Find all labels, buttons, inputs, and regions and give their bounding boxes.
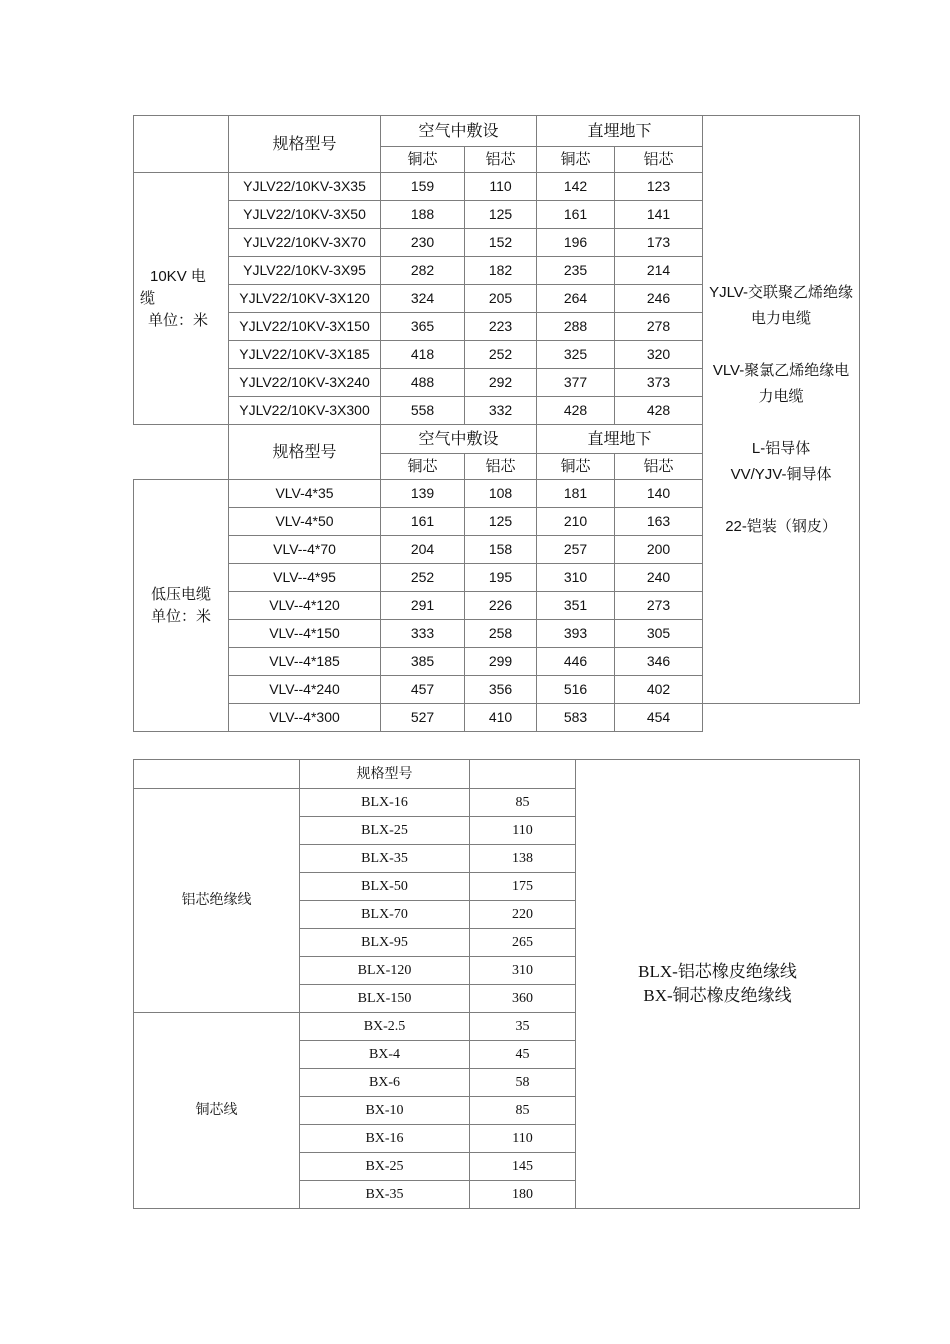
air-copper-value: 230	[381, 229, 465, 257]
air-copper-value: 418	[381, 341, 465, 369]
wire-spec: BLX-25	[300, 817, 470, 845]
air-copper-value: 159	[381, 173, 465, 201]
air-copper-value: 333	[381, 620, 465, 648]
value-header	[470, 760, 576, 789]
note-l: L-铝导体	[751, 439, 811, 457]
ground-copper-value: 210	[537, 508, 615, 536]
hv-cable-group-label	[134, 173, 229, 425]
ground-header: 直埋地下	[537, 116, 703, 147]
blank-cell	[134, 425, 229, 480]
air-aluminum-value: 108	[465, 480, 537, 508]
lv-cable-group-label	[134, 480, 229, 732]
al-group-label: 铝芯绝缘线	[134, 789, 300, 1013]
spec-header: 规格型号	[229, 116, 381, 173]
ground-aluminum-value: 200	[615, 536, 703, 564]
cable-spec: VLV-4*35	[229, 480, 381, 508]
air-aluminum-value: 152	[465, 229, 537, 257]
ground-copper-value: 142	[537, 173, 615, 201]
ground-aluminum-value: 123	[615, 173, 703, 201]
wire-value: 175	[470, 873, 576, 901]
air-copper-value: 527	[381, 704, 465, 732]
cable-spec: YJLV22/10KV-3X50	[229, 201, 381, 229]
air-copper-value: 558	[381, 397, 465, 425]
wire-value: 180	[470, 1181, 576, 1209]
wire-spec: BLX-120	[300, 957, 470, 985]
air-aluminum-header: 铝芯	[465, 147, 537, 173]
ground-aluminum-value: 454	[615, 704, 703, 732]
ground-copper-value: 257	[537, 536, 615, 564]
group-label-line: 缆	[140, 289, 156, 307]
wire-notes	[576, 760, 860, 1209]
cable-capacity-table	[133, 115, 860, 732]
air-copper-value: 188	[381, 201, 465, 229]
air-aluminum-value: 299	[465, 648, 537, 676]
ground-aluminum-value: 273	[615, 592, 703, 620]
cable-spec: VLV--4*70	[229, 536, 381, 564]
air-aluminum-value: 205	[465, 285, 537, 313]
cable-spec: VLV--4*95	[229, 564, 381, 592]
cable-spec: VLV--4*185	[229, 648, 381, 676]
ground-copper-value: 583	[537, 704, 615, 732]
note-yjlv: YJLV-交联聚乙烯绝缘电力电缆	[709, 283, 853, 327]
note-vv: VV/YJV-铜导体	[730, 465, 832, 483]
wire-value: 110	[470, 817, 576, 845]
ground-aluminum-value: 163	[615, 508, 703, 536]
ground-aluminum-value: 214	[615, 257, 703, 285]
wire-value: 138	[470, 845, 576, 873]
wire-spec: BLX-70	[300, 901, 470, 929]
wire-value: 45	[470, 1041, 576, 1069]
air-copper-value: 385	[381, 648, 465, 676]
air-copper-header: 铜芯	[381, 454, 465, 480]
wire-value: 58	[470, 1069, 576, 1097]
cable-spec: VLV--4*240	[229, 676, 381, 704]
wire-value: 360	[470, 985, 576, 1013]
air-aluminum-value: 356	[465, 676, 537, 704]
ground-aluminum-header: 铝芯	[615, 147, 703, 173]
wire-spec: BX-35	[300, 1181, 470, 1209]
ground-copper-value: 264	[537, 285, 615, 313]
ground-aluminum-value: 373	[615, 369, 703, 397]
ground-copper-value: 181	[537, 480, 615, 508]
air-aluminum-value: 158	[465, 536, 537, 564]
air-aluminum-value: 223	[465, 313, 537, 341]
ground-aluminum-value: 428	[615, 397, 703, 425]
ground-aluminum-value: 346	[615, 648, 703, 676]
wire-capacity-table	[133, 759, 860, 1209]
wire-spec: BX-10	[300, 1097, 470, 1125]
spec-header: 规格型号	[300, 760, 470, 789]
ground-copper-value: 325	[537, 341, 615, 369]
corner-cell	[134, 760, 300, 789]
group-label-line: 单位：米	[148, 311, 209, 329]
note-bx: BX-铜芯橡皮绝缘线	[643, 986, 792, 1005]
ground-aluminum-value: 278	[615, 313, 703, 341]
cu-group-label: 铜芯线	[134, 1013, 300, 1209]
cable-spec: YJLV22/10KV-3X240	[229, 369, 381, 397]
ground-aluminum-value: 173	[615, 229, 703, 257]
wire-spec: BX-4	[300, 1041, 470, 1069]
ground-aluminum-value: 305	[615, 620, 703, 648]
cable-notes	[703, 116, 860, 704]
cable-spec: YJLV22/10KV-3X300	[229, 397, 381, 425]
cable-spec: YJLV22/10KV-3X185	[229, 341, 381, 369]
ground-aluminum-value: 246	[615, 285, 703, 313]
ground-copper-value: 161	[537, 201, 615, 229]
ground-copper-value: 516	[537, 676, 615, 704]
ground-copper-value: 196	[537, 229, 615, 257]
air-copper-value: 204	[381, 536, 465, 564]
air-copper-value: 161	[381, 508, 465, 536]
air-aluminum-value: 125	[465, 508, 537, 536]
group-label-line: 单位：米	[150, 607, 211, 625]
air-aluminum-header: 铝芯	[465, 454, 537, 480]
air-copper-value: 365	[381, 313, 465, 341]
ground-aluminum-value: 140	[615, 480, 703, 508]
air-aluminum-value: 410	[465, 704, 537, 732]
air-aluminum-value: 125	[465, 201, 537, 229]
wire-value: 220	[470, 901, 576, 929]
air-header: 空气中敷设	[381, 425, 537, 454]
air-aluminum-value: 292	[465, 369, 537, 397]
air-aluminum-value: 195	[465, 564, 537, 592]
ground-copper-value: 310	[537, 564, 615, 592]
note-armor: 22-铠装（钢皮）	[725, 517, 837, 535]
wire-value: 85	[470, 789, 576, 817]
air-aluminum-value: 182	[465, 257, 537, 285]
ground-copper-value: 393	[537, 620, 615, 648]
cable-spec: VLV--4*150	[229, 620, 381, 648]
ground-copper-value: 428	[537, 397, 615, 425]
cable-spec: YJLV22/10KV-3X150	[229, 313, 381, 341]
wire-value: 85	[470, 1097, 576, 1125]
table-row	[134, 704, 860, 732]
ground-aluminum-value: 320	[615, 341, 703, 369]
wire-spec: BX-25	[300, 1153, 470, 1181]
wire-value: 35	[470, 1013, 576, 1041]
ground-aluminum-value: 402	[615, 676, 703, 704]
ground-copper-value: 377	[537, 369, 615, 397]
group-label-line: 低压电缆	[150, 585, 211, 603]
note-blx: BLX-铝芯橡皮绝缘线	[638, 962, 797, 981]
wire-value: 145	[470, 1153, 576, 1181]
air-copper-value: 291	[381, 592, 465, 620]
wire-spec: BLX-50	[300, 873, 470, 901]
wire-spec: BX-16	[300, 1125, 470, 1153]
air-copper-value: 488	[381, 369, 465, 397]
air-aluminum-value: 332	[465, 397, 537, 425]
air-aluminum-value: 252	[465, 341, 537, 369]
cable-spec: YJLV22/10KV-3X70	[229, 229, 381, 257]
ground-aluminum-value: 240	[615, 564, 703, 592]
wire-spec: BLX-150	[300, 985, 470, 1013]
cable-spec: YJLV22/10KV-3X95	[229, 257, 381, 285]
ground-aluminum-value: 141	[615, 201, 703, 229]
ground-copper-header: 铜芯	[537, 454, 615, 480]
wire-spec: BLX-35	[300, 845, 470, 873]
ground-copper-header: 铜芯	[537, 147, 615, 173]
air-copper-value: 457	[381, 676, 465, 704]
group-label-line: 10KV 电	[150, 267, 206, 285]
air-aluminum-value: 258	[465, 620, 537, 648]
air-header: 空气中敷设	[381, 116, 537, 147]
wire-spec: BLX-16	[300, 789, 470, 817]
cable-spec: VLV--4*120	[229, 592, 381, 620]
air-copper-value: 139	[381, 480, 465, 508]
air-aluminum-value: 110	[465, 173, 537, 201]
cable-spec: VLV--4*300	[229, 704, 381, 732]
cable-spec: VLV-4*50	[229, 508, 381, 536]
air-aluminum-value: 226	[465, 592, 537, 620]
cable-spec: YJLV22/10KV-3X120	[229, 285, 381, 313]
wire-spec: BX-2.5	[300, 1013, 470, 1041]
wire-spec: BLX-95	[300, 929, 470, 957]
spec-header: 规格型号	[229, 425, 381, 480]
air-copper-value: 324	[381, 285, 465, 313]
wire-value: 265	[470, 929, 576, 957]
air-copper-header: 铜芯	[381, 147, 465, 173]
corner-cell	[134, 116, 229, 173]
ground-copper-value: 235	[537, 257, 615, 285]
ground-copper-value: 351	[537, 592, 615, 620]
ground-copper-value: 288	[537, 313, 615, 341]
wire-value: 110	[470, 1125, 576, 1153]
wire-spec: BX-6	[300, 1069, 470, 1097]
note-vlv: VLV-聚氯乙烯绝缘电力电缆	[712, 361, 850, 405]
air-copper-value: 282	[381, 257, 465, 285]
air-copper-value: 252	[381, 564, 465, 592]
ground-aluminum-header: 铝芯	[615, 454, 703, 480]
cable-spec: YJLV22/10KV-3X35	[229, 173, 381, 201]
ground-header: 直埋地下	[537, 425, 703, 454]
ground-copper-value: 446	[537, 648, 615, 676]
wire-value: 310	[470, 957, 576, 985]
